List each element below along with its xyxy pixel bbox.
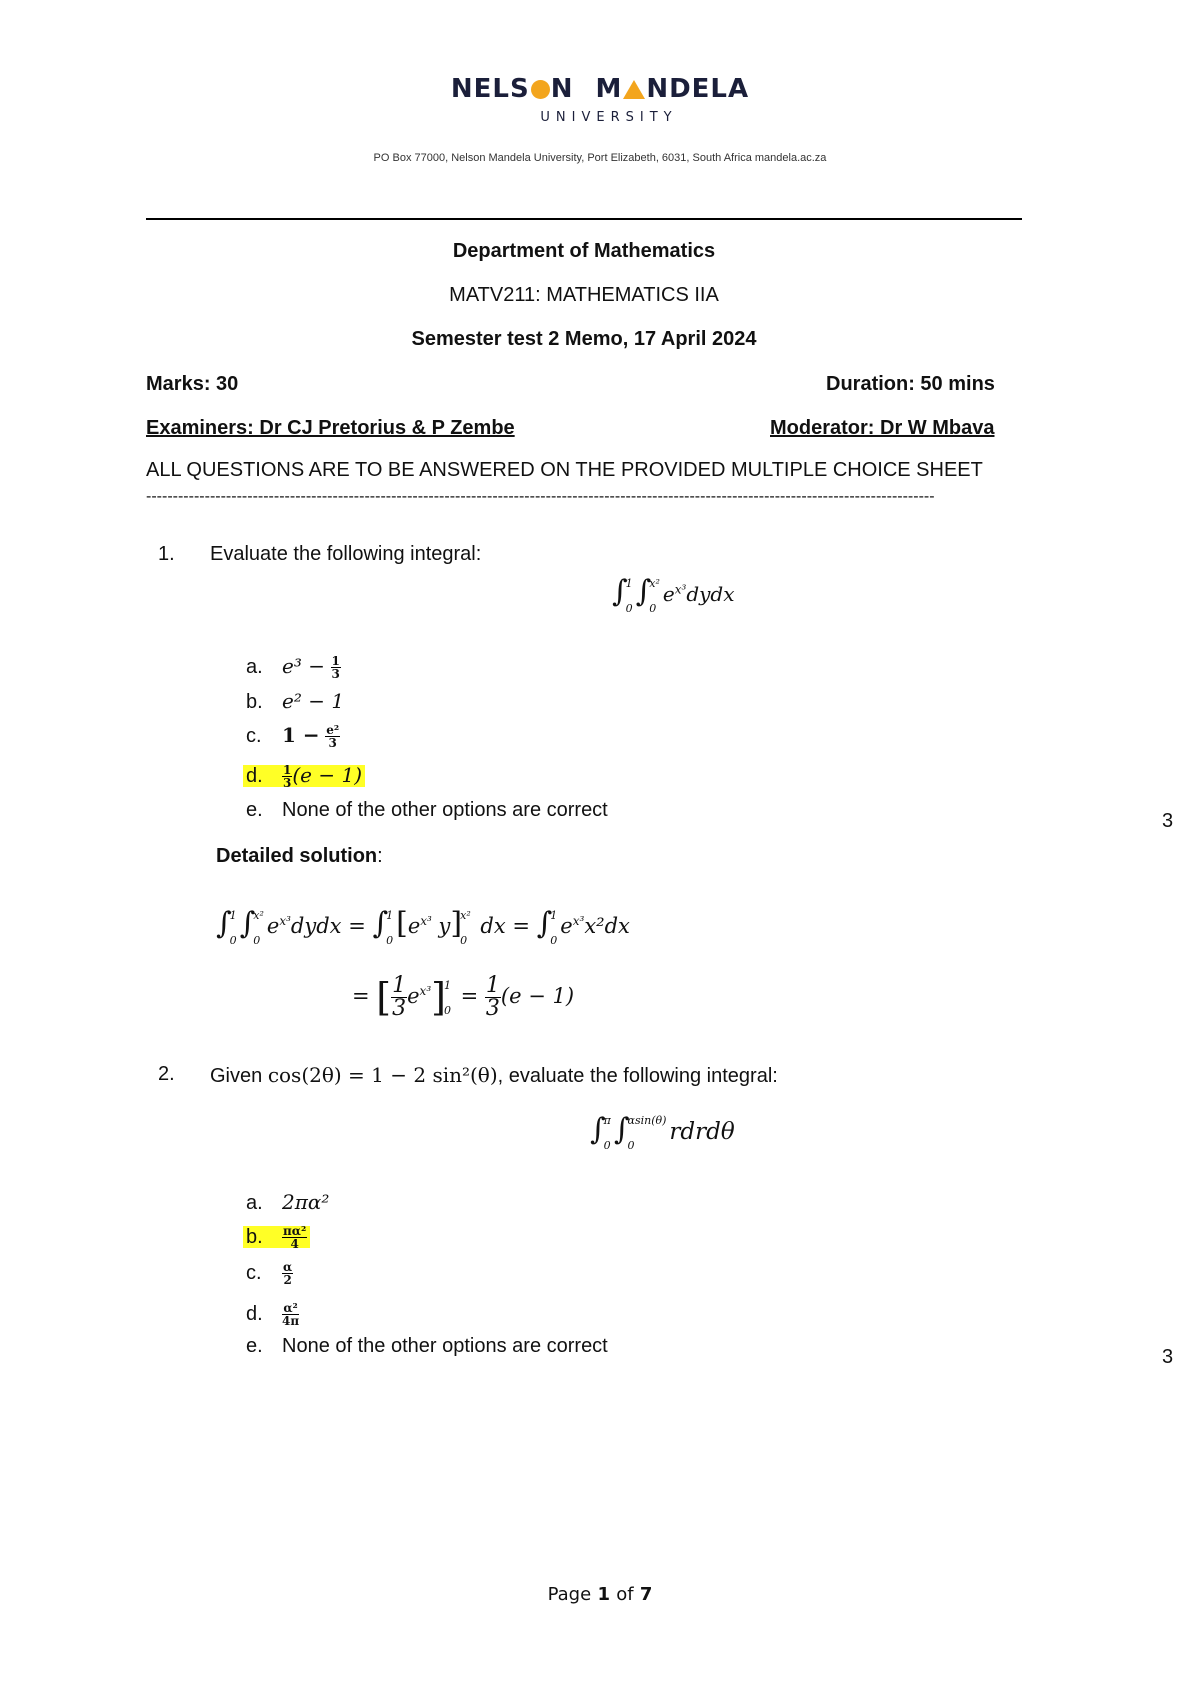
- logo-text-3: M: [595, 74, 623, 104]
- marks-total: Marks: 30: [146, 373, 239, 395]
- question-2-integral: ∫ π 0 ∫ αsin(θ) 0 rdrdθ: [590, 1112, 735, 1152]
- question-1-number: 1.: [158, 543, 175, 565]
- q2-option-c[interactable]: c. $\frac{\alpha}{2}$: [246, 1260, 293, 1288]
- detailed-solution-label: Detailed solution:: [216, 845, 383, 867]
- department-title: Department of Mathematics: [452, 240, 716, 262]
- q2-option-d[interactable]: d. $\frac{\text{α²}}{4\pi}$: [246, 1301, 300, 1329]
- q2-option-b-correct[interactable]: b. $\frac{\text{πα²}}{4}$: [246, 1222, 310, 1252]
- q1-option-d-correct[interactable]: d. $\frac{1}{3}$ (e − 1): [246, 760, 365, 790]
- university-address: PO Box 77000, Nelson Mandela University, Port Elizabeth, 6031, South Africa mandela.ac.za: [373, 152, 827, 164]
- q2-option-a[interactable]: a. 2πα²: [246, 1190, 330, 1214]
- instruction: ALL QUESTIONS ARE TO BE ANSWERED ON THE PROVIDED MULTIPLE CHOICE SHEET: [146, 459, 983, 481]
- question-1-integral: ∫ 1 0 ∫ x² 0 $e^{x^3}dydx$: [612, 574, 735, 615]
- page-number: Page 1 of 7: [547, 1584, 653, 1605]
- logo-text-4: NDELA: [646, 74, 750, 104]
- separator-line: ----------------------------------------------------------------------------------------------------------------------------------------------------: [146, 488, 935, 505]
- sun-icon: [531, 80, 550, 99]
- question-2-number: 2.: [158, 1063, 175, 1085]
- logo-text-2: N: [550, 74, 574, 104]
- solution-line-1: ∫ 1 0 ∫ x² 0 $e^{x^3}dydx$ = ∫ 1 0 [$e^{x^3}$ y] x² 0 dx = ∫ 1 0 $e^{x^3}x^2dx$: [216, 906, 630, 947]
- university-logo: [0, 74, 1200, 125]
- logo-subtitle: UNIVERSITY: [540, 110, 678, 125]
- q1-option-b[interactable]: b. e² − 1: [246, 689, 345, 713]
- duration: Duration: 50 mins: [826, 373, 995, 395]
- q1-option-e[interactable]: e. None of the other options are correct: [246, 799, 608, 821]
- course-title: MATV211: MATHEMATICS IIA: [449, 284, 719, 306]
- q2-option-e[interactable]: e. None of the other options are correct: [246, 1335, 608, 1357]
- question-1-prompt: Evaluate the following integral:: [210, 543, 482, 565]
- test-title: Semester test 2 Memo, 17 April 2024: [411, 328, 757, 350]
- moderator: Moderator: Dr W Mbava: [770, 417, 995, 439]
- q1-option-c[interactable]: c. 1 − $\frac{\text{e²}}{3}$: [246, 723, 340, 751]
- triangle-icon: [623, 80, 645, 99]
- logo-text-1: NELS: [450, 74, 530, 104]
- question-2-prompt: Given cos(2θ) = 1 − 2 sin²(θ), evaluate the following integral:: [210, 1063, 778, 1087]
- examiners: Examiners: Dr CJ Pretorius & P Zembe: [146, 417, 515, 439]
- solution-line-2: = [ $\frac{1}{3}$ $e^{x^3}$] 1 0 = $\frac{1}{3}$ (e − 1): [352, 973, 575, 1021]
- question-2-marks: 3: [1162, 1346, 1174, 1368]
- q1-option-a[interactable]: a. e³ − $\frac{1}{3}$: [246, 654, 340, 682]
- question-1-marks: 3: [1162, 810, 1174, 832]
- logo-wordmark: [451, 74, 749, 104]
- header-divider: [146, 218, 1022, 220]
